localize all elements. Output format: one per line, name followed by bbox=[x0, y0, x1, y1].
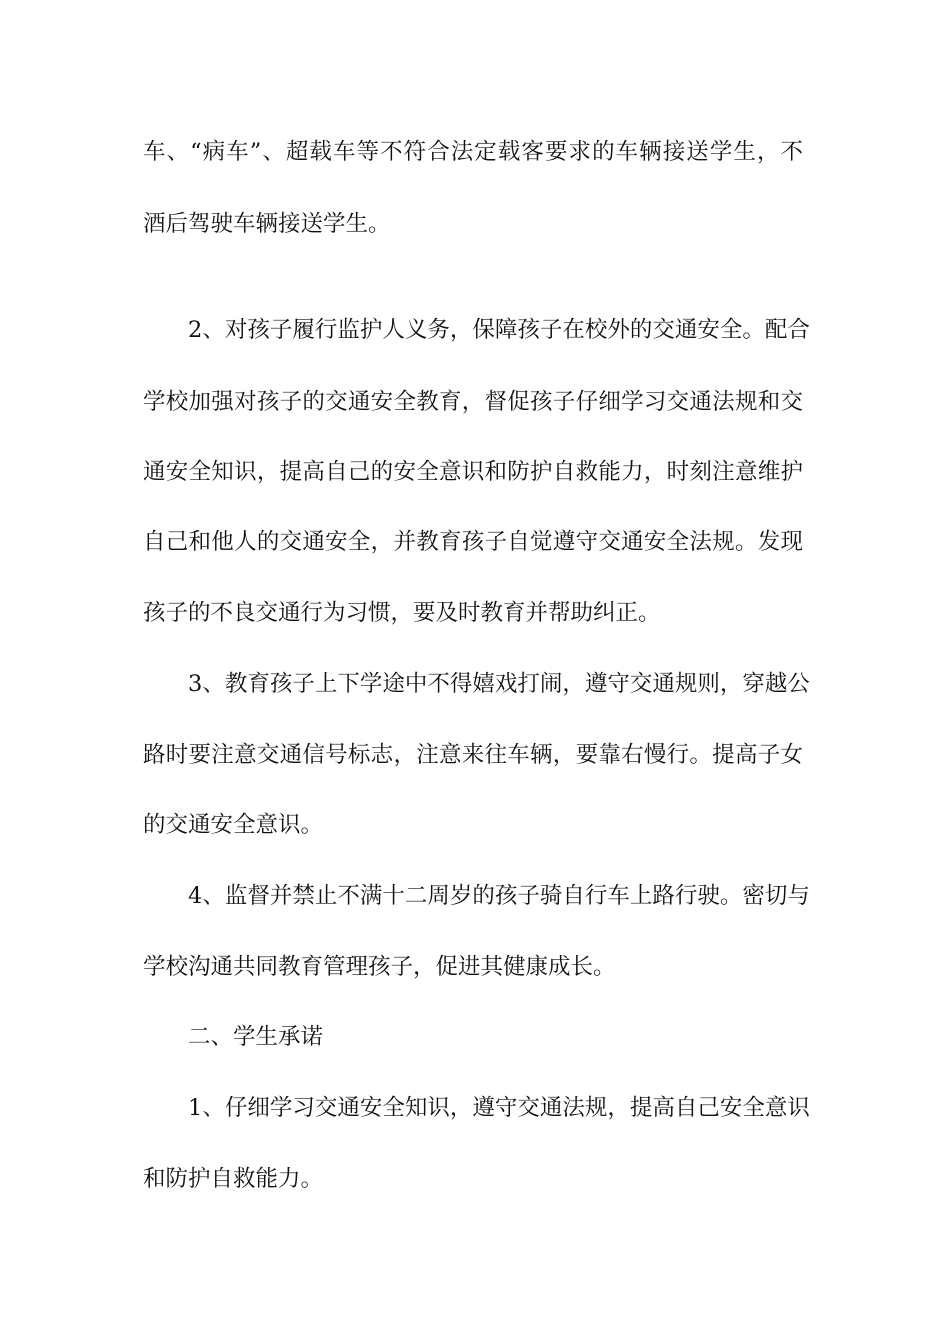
text-line: 车、“病车”、超载车等不符合法定载客要求的车辆接送学生，不 bbox=[143, 139, 803, 165]
text-line: 孩子的不良交通行为习惯，要及时教育并帮助纠正。 bbox=[143, 600, 661, 626]
text-line: 学校加强对孩子的交通安全教育，督促孩子仔细学习交通法规和交 bbox=[143, 389, 803, 415]
text-line: 和防护自救能力。 bbox=[143, 1166, 324, 1192]
paragraph-first-line: 3、教育孩子上下学途中不得嬉戏打闹，遵守交通规则，穿越公 bbox=[188, 671, 810, 697]
text-line: 酒后驾驶车辆接送学生。 bbox=[143, 211, 391, 237]
text-line: 自己和他人的交通安全，并教育孩子自觉遵守交通安全法规。发现 bbox=[143, 529, 803, 555]
paragraph-first-line: 4、监督并禁止不满十二周岁的孩子骑自行车上路行驶。密切与 bbox=[188, 883, 810, 909]
text-line: 通安全知识，提高自己的安全意识和防护自救能力，时刻注意维护 bbox=[143, 459, 803, 485]
text-line: 学校沟通共同教育管理孩子，促进其健康成长。 bbox=[143, 954, 616, 980]
section-heading: 二、学生承诺 bbox=[188, 1024, 324, 1050]
paragraph-first-line: 2、对孩子履行监护人义务，保障孩子在校外的交通安全。配合 bbox=[188, 317, 810, 343]
text-line: 路时要注意交通信号标志，注意来往车辆，要靠右慢行。提高子女 bbox=[143, 742, 803, 768]
text-line: 的交通安全意识。 bbox=[143, 812, 324, 838]
paragraph-first-line: 1、仔细学习交通安全知识，遵守交通法规，提高自己安全意识 bbox=[188, 1095, 810, 1121]
